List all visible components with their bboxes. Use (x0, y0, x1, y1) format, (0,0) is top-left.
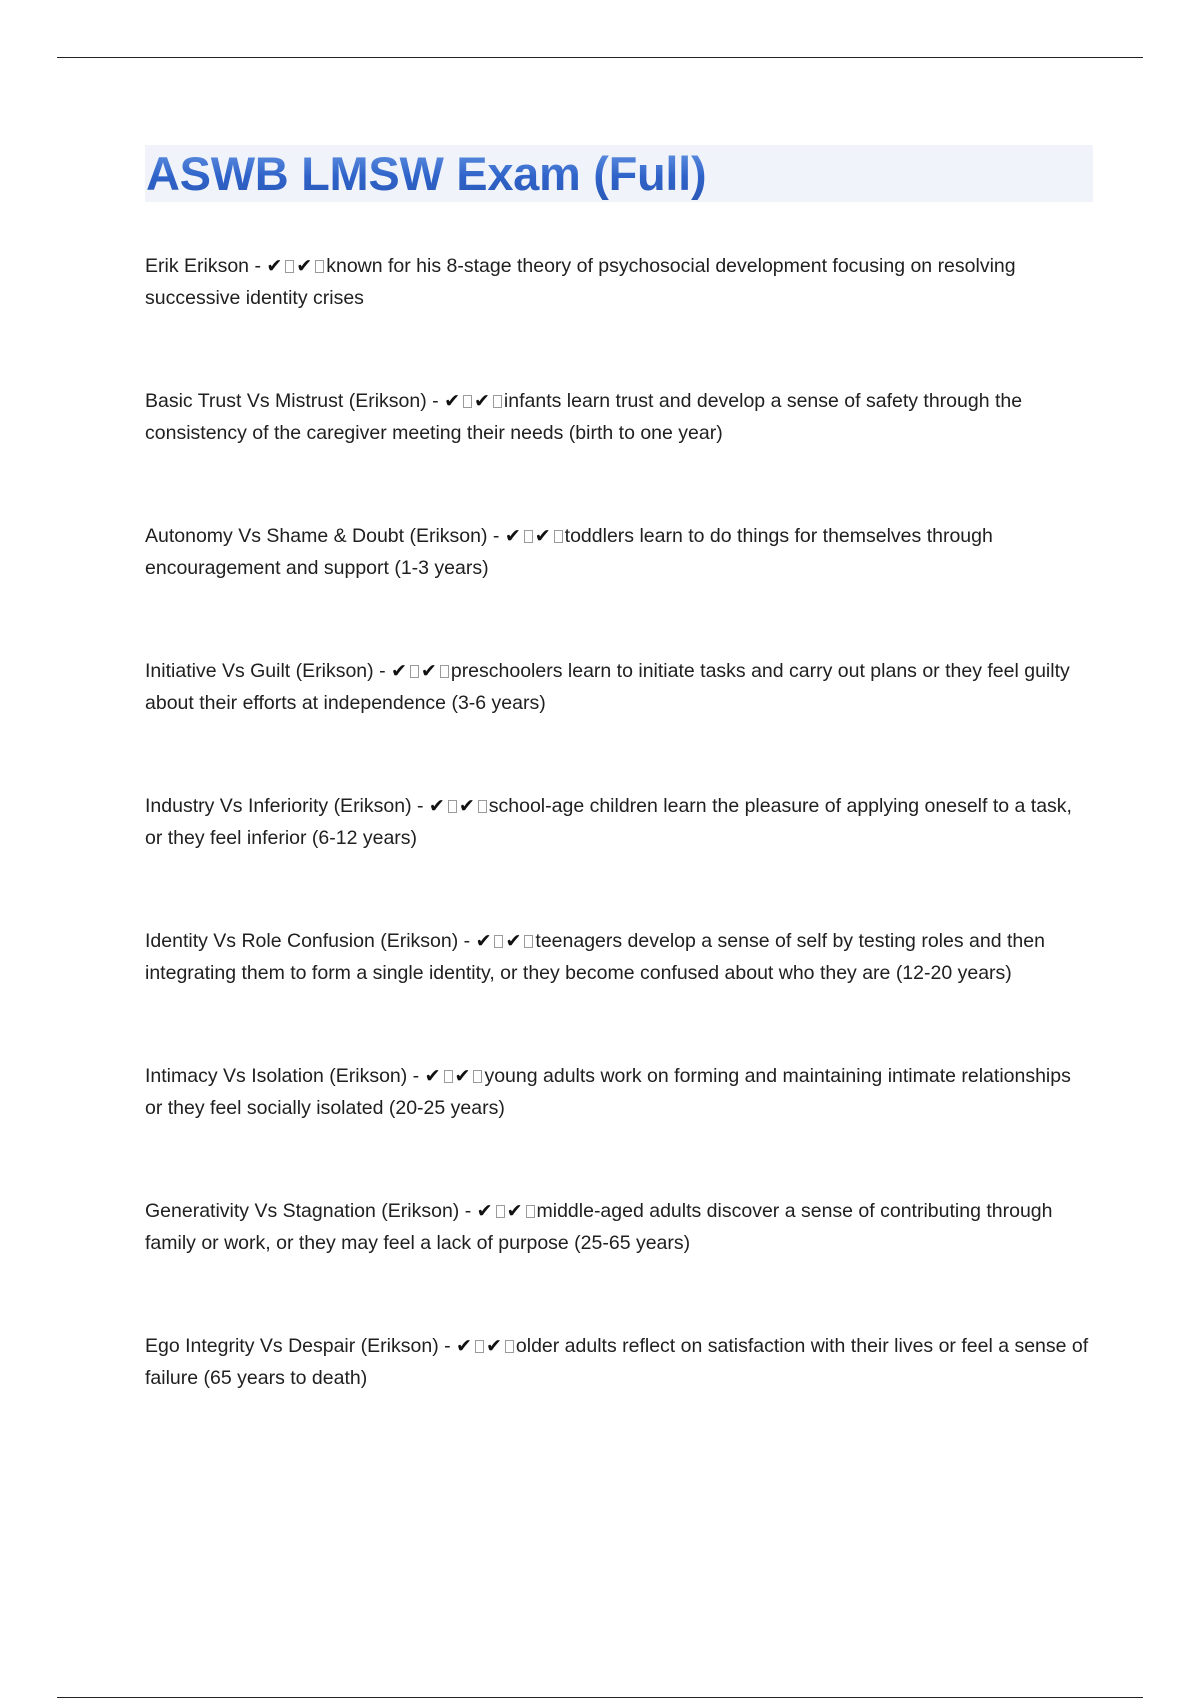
flashcard-entry (145, 790, 1093, 854)
entry-term: Basic Trust Vs Mistrust (Erikson) (145, 390, 427, 412)
flashcard-entry (145, 655, 1093, 719)
check-icon: ✔ (391, 660, 407, 682)
check-icon: ✔ (504, 525, 521, 547)
title-band (145, 145, 1093, 202)
entry-term: Initiative Vs Guilt (Erikson) (145, 660, 374, 682)
entry-separator: - (458, 930, 476, 952)
entry-term: Industry Vs Inferiority (Erikson) (145, 795, 412, 817)
entry-definition: infants learn trust and develop a sense of safety through the consistency of the caregiver meeting their needs (birth to one year) (145, 390, 1023, 444)
entry-definition: school-age children learn the pleasure of applying oneself to a task, or they feel inferior (6-12 years) (145, 795, 1072, 849)
check-icon: ✔ (296, 255, 313, 277)
missing-glyph-box-icon (496, 1205, 505, 1218)
answer-marks (505, 525, 565, 547)
entry-definition: middle-aged adults discover a sense of contributing through family or work, or they may feel a lack of purpose (25-65 years) (145, 1200, 1053, 1254)
entry-definition: young adults work on forming and maintaining intimate relationships or they feel socially isolated (20-25 years) (145, 1065, 1071, 1119)
check-icon: ✔ (420, 660, 437, 682)
check-icon: ✔ (485, 1335, 502, 1357)
bottom-rule (57, 1697, 1143, 1698)
entry-term: Intimacy Vs Isolation (Erikson) (145, 1065, 408, 1087)
check-icon: ✔ (454, 1065, 471, 1087)
check-icon: ✔ (456, 1335, 472, 1357)
entry-separator: - (411, 795, 429, 817)
check-icon: ✔ (266, 255, 283, 277)
missing-glyph-box-icon (444, 1070, 453, 1083)
missing-glyph-box-icon (475, 1340, 484, 1353)
document-title: ASWB LMSW Exam (Full) (146, 147, 707, 200)
entry-separator: - (426, 390, 445, 412)
answer-marks (477, 1200, 537, 1222)
entry-definition: teenagers develop a sense of self by testing roles and then integrating them to form a single identity, or they become confused about who they are (12-20 years) (145, 930, 1045, 984)
missing-glyph-box-icon (440, 665, 449, 678)
flashcard-entry (145, 1060, 1093, 1124)
missing-glyph-box-icon (285, 260, 294, 273)
check-icon: ✔ (444, 390, 460, 412)
entry-separator: - (249, 255, 267, 277)
top-rule (57, 57, 1143, 58)
flashcard-entry (145, 520, 1093, 584)
missing-glyph-box-icon (494, 935, 503, 948)
answer-marks (391, 660, 451, 682)
entry-term: Ego Integrity Vs Despair (Erikson) (145, 1335, 439, 1357)
check-icon: ✔ (475, 930, 492, 952)
missing-glyph-box-icon (473, 1070, 482, 1083)
flashcard-entry (145, 1330, 1093, 1394)
missing-glyph-box-icon (493, 395, 502, 408)
entry-separator: - (487, 525, 505, 547)
flashcard-entry (145, 250, 1093, 314)
entry-term: Erik Erikson (145, 255, 250, 277)
answer-marks (266, 255, 326, 277)
missing-glyph-box-icon (505, 1340, 514, 1353)
missing-glyph-box-icon (410, 665, 419, 678)
entry-separator: - (407, 1065, 425, 1087)
missing-glyph-box-icon (478, 800, 487, 813)
missing-glyph-box-icon (554, 530, 563, 543)
check-icon: ✔ (476, 1200, 493, 1222)
answer-marks (425, 1065, 485, 1087)
entry-separator: - (438, 1335, 457, 1357)
check-icon: ✔ (534, 525, 551, 547)
entry-separator: - (373, 660, 391, 682)
entry-definition: known for his 8-stage theory of psychosocial development focusing on resolving successive identity crises (145, 255, 1016, 309)
flashcard-entry (145, 925, 1093, 989)
entry-term: Generativity Vs Stagnation (Erikson) (145, 1200, 460, 1222)
entry-definition: older adults reflect on satisfaction with their lives or feel a sense of failure (65 years to death) (145, 1335, 1089, 1389)
entry-separator: - (459, 1200, 477, 1222)
check-icon: ✔ (458, 795, 475, 817)
document-body (145, 145, 1093, 1394)
flashcard-entry (145, 385, 1093, 449)
flashcard-list (145, 250, 1093, 1394)
answer-marks (444, 390, 504, 412)
check-icon: ✔ (506, 1200, 523, 1222)
entry-term: Identity Vs Role Confusion (Erikson) (145, 930, 459, 952)
entry-term: Autonomy Vs Shame & Doubt (Erikson) (145, 525, 488, 547)
check-icon: ✔ (424, 1065, 441, 1087)
missing-glyph-box-icon (315, 260, 324, 273)
flashcard-entry (145, 1195, 1093, 1259)
entry-definition: preschoolers learn to initiate tasks and carry out plans or they feel guilty about their efforts at independence (3-6 years) (145, 660, 1070, 714)
missing-glyph-box-icon (448, 800, 457, 813)
missing-glyph-box-icon (463, 395, 472, 408)
check-icon: ✔ (428, 795, 445, 817)
missing-glyph-box-icon (524, 935, 533, 948)
entry-definition: toddlers learn to do things for themselves through encouragement and support (1-3 years) (145, 525, 993, 579)
missing-glyph-box-icon (526, 1205, 535, 1218)
missing-glyph-box-icon (524, 530, 533, 543)
answer-marks (476, 930, 536, 952)
check-icon: ✔ (505, 930, 522, 952)
check-icon: ✔ (473, 390, 490, 412)
answer-marks (456, 1335, 516, 1357)
answer-marks (429, 795, 489, 817)
